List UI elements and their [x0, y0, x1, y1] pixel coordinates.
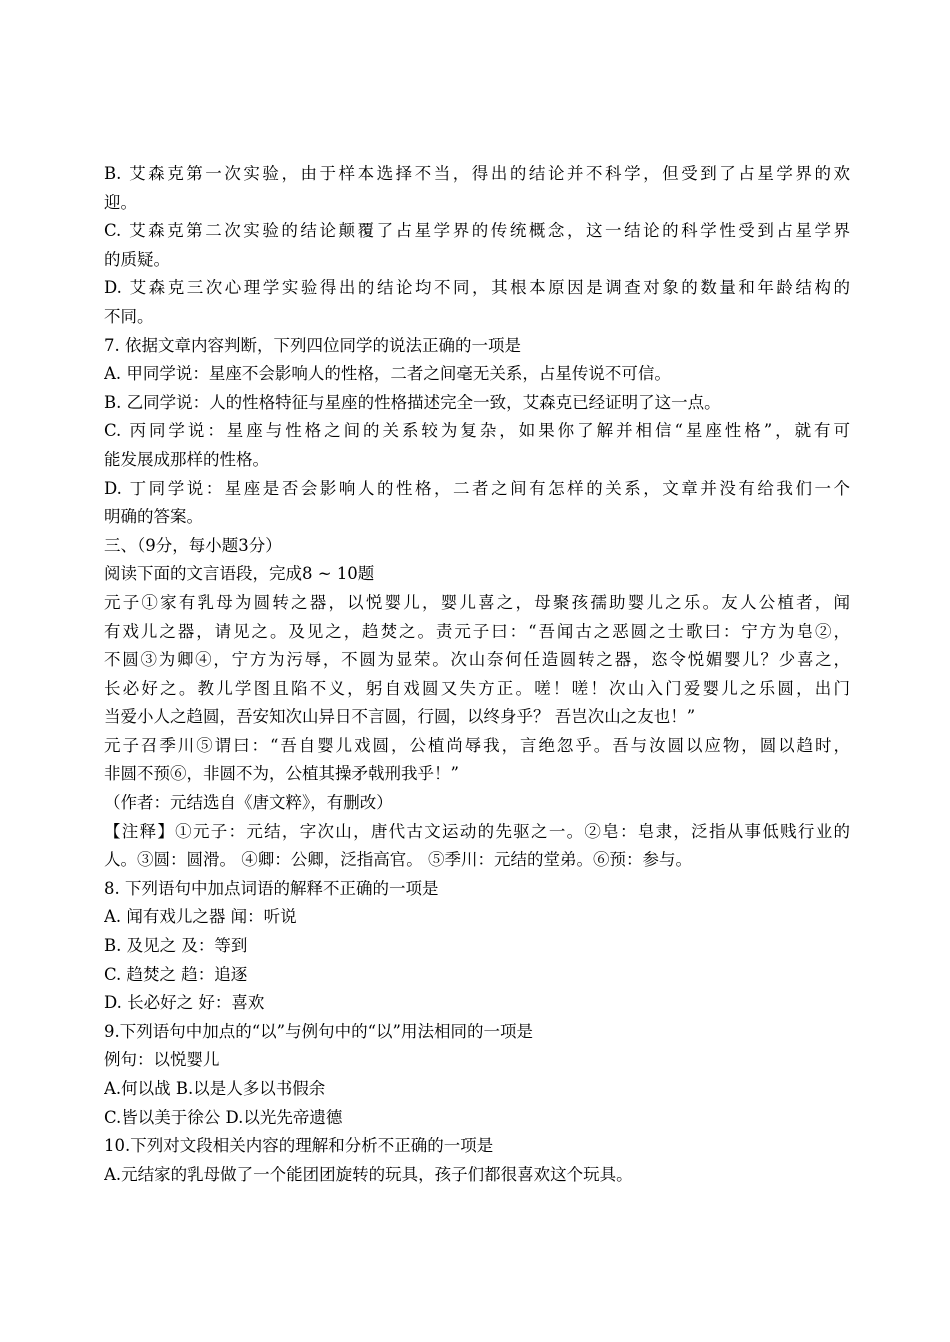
- text-line: C. 趋焚之 趋：追逐: [104, 964, 248, 984]
- text-line: 阅读下面的文言语段，完成8 ~ 10题: [104, 564, 375, 584]
- text-line: 9.下列语句中加点的“以”与例句中的“以”用法相同的一项是: [104, 1021, 533, 1041]
- text-line: 不同。: [104, 306, 154, 326]
- text-line: C. 艾森克第二次实验的结论颠覆了占星学界的传统概念，这一结论的科学性受到占星学界: [104, 221, 850, 241]
- text-line: C.皆以美于徐公 D.以光先帝遗德: [104, 1107, 343, 1127]
- exam-page: [104, 160, 850, 1189]
- text-line: 明确的答案。: [104, 507, 203, 527]
- text-line: D. 长必好之 好：喜欢: [104, 993, 265, 1013]
- text-line: 非圆不预⑥，非圆不为，公植其操矛戟刑我乎！”: [104, 764, 459, 784]
- text-line: D. 丁同学说：星座是否会影响人的性格，二者之间有怎样的关系，文章并没有给我们一个: [104, 478, 850, 498]
- text-line: 有戏儿之器，请见之。及见之，趋焚之。责元子曰：“吾闻古之恶圆之士歌曰：宁方为皂②，: [104, 621, 850, 641]
- text-line: 例句：以悦婴儿: [104, 1050, 220, 1070]
- text-line: 元子召季川⑤谓曰：“吾自婴儿戏圆，公植尚辱我，言绝忽乎。吾与汝圆以应物，圆以趋时，: [104, 735, 850, 755]
- text-line: 能发展成那样的性格。: [104, 449, 269, 469]
- text-line: 的质疑。: [104, 249, 170, 269]
- text-line: 【注释】①元子：元结，字次山，唐代古文运动的先驱之一。②皂：皂隶，泛指从事低贱行业的: [104, 821, 850, 841]
- text-line: B. 艾森克第一次实验，由于样本选择不当，得出的结论并不科学，但受到了占星学界的欢: [104, 164, 850, 183]
- text-line: C. 丙同学说：星座与性格之间的关系较为复杂，如果你了解并相信“星座性格”，就有可: [104, 421, 850, 441]
- text-line: 7. 依据文章内容判断，下列四位同学的说法正确的一项是: [104, 335, 521, 355]
- text-line: 元子①家有乳母为圆转之器，以悦婴儿，婴儿喜之，母聚孩孺助婴儿之乐。友人公植者，闻: [104, 592, 850, 612]
- text-line: （作者：元结选自《唐文粹》，有删改）: [104, 793, 393, 813]
- text-line: B. 及见之 及：等到: [104, 936, 248, 956]
- text-line: 迎。: [104, 192, 137, 212]
- text-line: 三、（9分，每小题3分）: [104, 535, 282, 555]
- text-line: D. 艾森克三次心理学实验得出的结论均不同，其根本原因是调查对象的数量和年龄结构的: [104, 278, 850, 298]
- text-line: 当爱小人之趋圆，吾安知次山异日不言圆，行圆，以终身乎？ 吾岂次山之友也！”: [104, 707, 696, 727]
- text-line: 人。③圆：圆滑。 ④卿：公卿，泛指高官。 ⑤季川：元结的堂弟。⑥预：参与。: [104, 850, 692, 870]
- text-line: 不圆③为卿④，宁方为污辱，不圆为显荣。次山奈何任造圆转之器，恣令悦媚婴儿？少喜之，: [104, 650, 850, 670]
- text-body: [104, 160, 850, 1189]
- text-line: A.元结家的乳母做了一个能团团旋转的玩具，孩子们都很喜欢这个玩具。: [104, 1164, 633, 1184]
- text-line: A. 闻有戏儿之器 闻：听说: [104, 907, 297, 927]
- text-line: 8. 下列语句中加点词语的解释不正确的一项是: [104, 878, 439, 898]
- text-line: 10.下列对文段相关内容的理解和分析不正确的一项是: [104, 1136, 494, 1156]
- text-line: A.何以战 B.以是人多以书假余: [104, 1079, 326, 1098]
- text-line: B. 乙同学说：人的性格特征与星座的性格描述完全一致，艾森克已经证明了这一点。: [104, 392, 721, 412]
- text-line: 长必好之。教儿学图且陷不义，躬自戏圆又失方正。嗟！嗟！次山入门爱婴儿之乐圆，出门: [104, 678, 850, 698]
- text-line: A. 甲同学说：星座不会影响人的性格，二者之间毫无关系，占星传说不可信。: [104, 364, 671, 384]
